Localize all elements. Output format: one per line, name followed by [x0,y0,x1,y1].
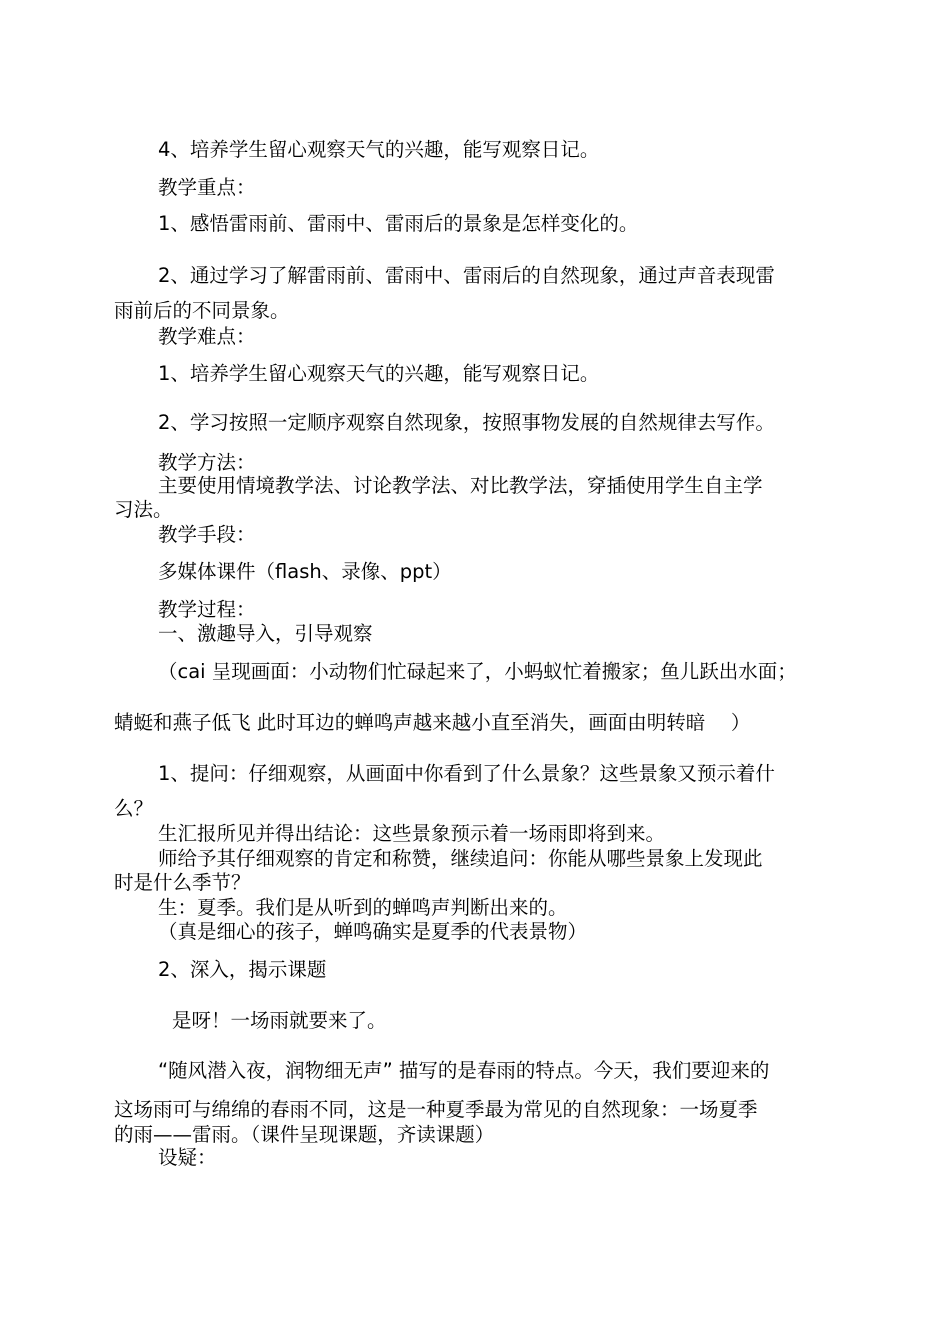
poem-line1: “随风潜入夜，润物细无声” 描写的是春雨的特点。今天，我们要迎来的 [158,1059,770,1082]
heading-methods: 教学方法： [158,451,256,474]
key-point-2-line1: 2、通过学习了解雷雨前、雷雨中、雷雨后的自然现象，通过声音表现雷 [158,264,775,287]
heading-process: 教学过程： [158,598,256,621]
methods-line2: 习法。 [114,498,173,521]
teacher-comment: （真是细心的孩子，蝉鸣确实是夏季的代表景物） [158,920,588,943]
student-report: 生汇报所见并得出结论：这些景象预示着一场雨即将到来。 [158,822,666,845]
courseware-desc-line2: 蜻蜓和燕子低飞 此时耳边的蝉鸣声越来越小直至消失，画面由明转暗 ） [114,711,751,734]
teacher-followup-line2: 时是什么季节？ [114,871,251,894]
poem-line2: 这场雨可与绵绵的春雨不同，这是一种夏季最为常见的自然现象：一场夏季 [114,1098,758,1121]
section-1-title: 一、激趣导入，引导观察 [158,622,373,645]
question-1-line1: 1、提问：仔细观察，从画面中你看到了什么景象？这些景象又预示着什 [158,762,775,785]
difficulty-2: 2、学习按照一定顺序观察自然现象，按照事物发展的自然规律去写作。 [158,411,775,434]
key-point-1: 1、感悟雷雨前、雷雨中、雷雨后的景象是怎样变化的。 [158,212,639,235]
question-1-line2: 么？ [114,797,154,820]
teacher-followup-line1: 师给予其仔细观察的肯定和称赞，继续追问：你能从哪些景象上发现此 [158,847,763,870]
heading-means: 教学手段： [158,523,256,546]
intro-exclaim: 是呀！一场雨就要来了。 [172,1009,387,1032]
courseware-desc-line1: （cai 呈现画面：小动物们忙碌起来了，小蚂蚁忙着搬家；鱼儿跃出水面； [158,660,797,683]
section-2-title: 2、深入，揭示课题 [158,958,327,981]
objective-4: 4、培养学生留心观察天气的兴趣，能写观察日记。 [158,138,600,161]
heading-key-points: 教学重点： [158,176,256,199]
difficulty-1: 1、培养学生留心观察天气的兴趣，能写观察日记。 [158,362,600,385]
poem-line3: 的雨——雷雨。（课件呈现课题，齐读课题） [114,1123,495,1146]
key-point-2-line2: 雨前后的不同景象。 [114,299,290,322]
student-answer: 生：夏季。我们是从听到的蝉鸣声判断出来的。 [158,896,568,919]
methods-line1: 主要使用情境教学法、讨论教学法、对比教学法，穿插使用学生自主学 [158,474,763,497]
heading-questioning: 设疑： [158,1146,217,1169]
heading-difficulties: 教学难点： [158,325,256,348]
means-text: 多媒体课件（flash、录像、ppt） [158,560,452,583]
